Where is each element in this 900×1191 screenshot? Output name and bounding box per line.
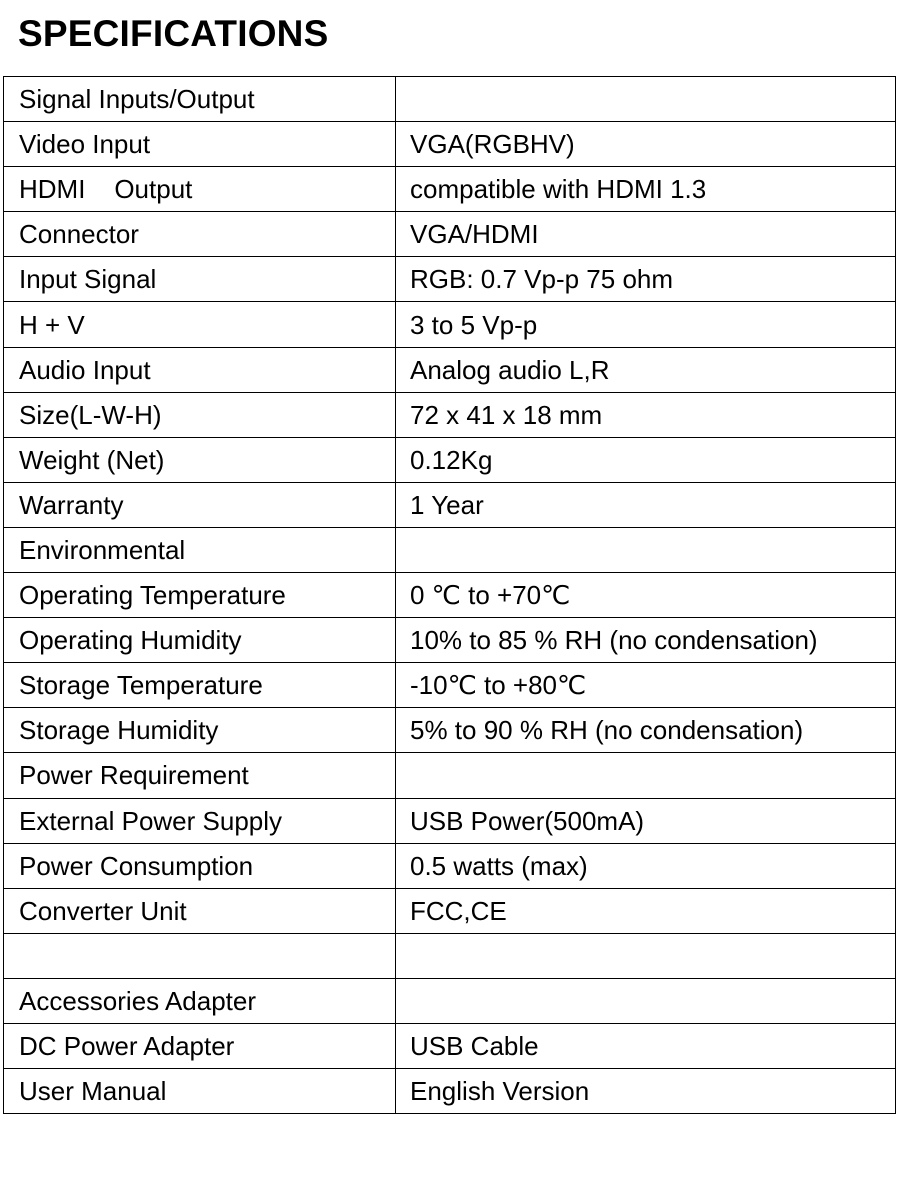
spec-label: Accessories Adapter (4, 978, 396, 1023)
table-row (4, 798, 896, 843)
table-row (4, 753, 896, 798)
page-title: SPECIFICATIONS (18, 13, 329, 54)
spec-label: External Power Supply (4, 798, 396, 843)
spec-value: 0.5 watts (max) (396, 843, 896, 888)
spec-value: USB Power(500mA) (396, 798, 896, 843)
spec-label: Video Input (4, 122, 396, 167)
table-row (4, 77, 896, 122)
table-row (4, 167, 896, 212)
spec-label: User Manual (4, 1069, 396, 1114)
table-row (4, 618, 896, 663)
spec-label: HDMI Output (4, 167, 396, 212)
spec-value (396, 933, 896, 978)
spec-label: Size(L-W-H) (4, 392, 396, 437)
spec-value (396, 753, 896, 798)
table-row (4, 482, 896, 527)
spec-label: Signal Inputs/Output (4, 77, 396, 122)
spec-label: Operating Temperature (4, 573, 396, 618)
spec-label: Converter Unit (4, 888, 396, 933)
table-row (4, 122, 896, 167)
table-row (4, 708, 896, 753)
spec-label: DC Power Adapter (4, 1023, 396, 1068)
spec-value: English Version (396, 1069, 896, 1114)
spec-label: Audio Input (4, 347, 396, 392)
spec-value: FCC,CE (396, 888, 896, 933)
spec-value: 5% to 90 % RH (no condensation) (396, 708, 896, 753)
table-row (4, 1069, 896, 1114)
table-row (4, 933, 896, 978)
table-row (4, 663, 896, 708)
table-row (4, 527, 896, 572)
table-row (4, 347, 896, 392)
spec-label: Environmental (4, 527, 396, 572)
spec-value: USB Cable (396, 1023, 896, 1068)
spec-label: Input Signal (4, 257, 396, 302)
spec-label: Connector (4, 212, 396, 257)
spec-label: Operating Humidity (4, 618, 396, 663)
table-row (4, 437, 896, 482)
spec-label: Weight (Net) (4, 437, 396, 482)
spec-value: VGA(RGBHV) (396, 122, 896, 167)
table-row (4, 978, 896, 1023)
spec-label: Warranty (4, 482, 396, 527)
table-row (4, 888, 896, 933)
spec-label: Power Requirement (4, 753, 396, 798)
spec-value: 3 to 5 Vp-p (396, 302, 896, 347)
spec-value: 10% to 85 % RH (no condensation) (396, 618, 896, 663)
spec-label: Power Consumption (4, 843, 396, 888)
spec-value: -10℃ to +80℃ (396, 663, 896, 708)
spec-value: RGB: 0.7 Vp-p 75 ohm (396, 257, 896, 302)
spec-value: 0.12Kg (396, 437, 896, 482)
spec-value: 0 ℃ to +70℃ (396, 573, 896, 618)
spec-value: Analog audio L,R (396, 347, 896, 392)
table-row (4, 843, 896, 888)
spec-value: compatible with HDMI 1.3 (396, 167, 896, 212)
spec-value: VGA/HDMI (396, 212, 896, 257)
spec-value: 72 x 41 x 18 mm (396, 392, 896, 437)
specifications-table (3, 76, 896, 1114)
spec-label: H + V (4, 302, 396, 347)
table-row (4, 302, 896, 347)
spec-label: Storage Humidity (4, 708, 396, 753)
spec-label: Storage Temperature (4, 663, 396, 708)
spec-value: 1 Year (396, 482, 896, 527)
table-row (4, 257, 896, 302)
spec-value (396, 978, 896, 1023)
table-row (4, 1023, 896, 1068)
spec-value (396, 527, 896, 572)
spec-value (396, 77, 896, 122)
table-row (4, 392, 896, 437)
spec-label (4, 933, 396, 978)
table-row (4, 573, 896, 618)
table-row (4, 212, 896, 257)
